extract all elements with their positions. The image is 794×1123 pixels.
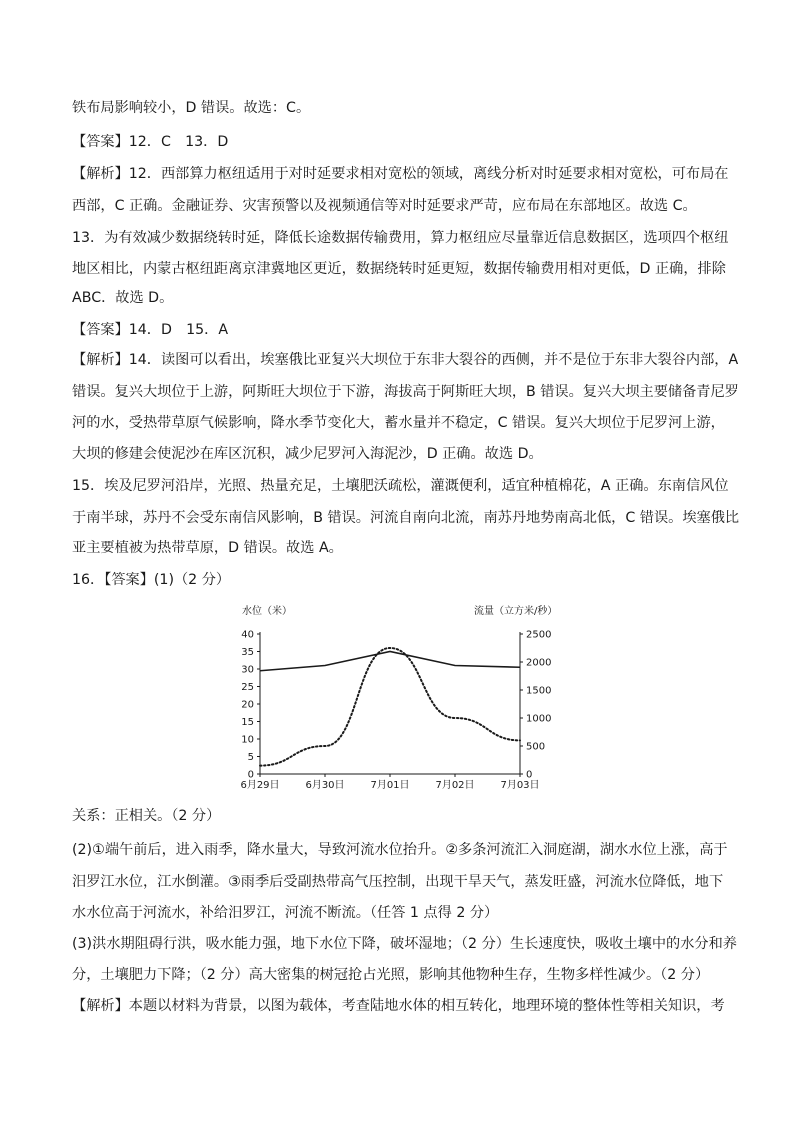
right-tick-label: 2500 (526, 629, 552, 641)
text-line: 【解析】14．读图可以看出，埃塞俄比亚复兴大坝位于东非大裂谷的西侧，并不是位于东非大裂谷内部，A (72, 352, 739, 368)
x-tick-label: 6月30日 (305, 780, 345, 791)
text-line: 【解析】本题以材料为背景，以图为载体，考查陆地水体的相互转化，地理环境的整体性等相关知识，考 (72, 998, 725, 1014)
left-tick-label: 35 (241, 647, 254, 658)
water-level-flow-chart (226, 600, 566, 800)
right-tick-label: 500 (526, 741, 546, 753)
text-line: 西部，C 正确。金融证券、灾害预警以及视频通信等对时延要求严苛，应布局在东部地区。故选 C。 (72, 198, 697, 214)
text-line: 于南半球，苏丹不会受东南信风影响，B 错误。河流自南向北流，南苏丹地势南高北低，C 错误。埃塞俄比 (72, 510, 740, 526)
text-line: 水水位高于河流水，补给汨罗江，河流不断流。（任答 1 点得 2 分） (72, 905, 499, 921)
right-tick-label: 2000 (526, 657, 552, 669)
text-line: 地区相比，内蒙古枢纽距离京津冀地区更近，数据绕转时延更短，数据传输费用相对更低，D 正确，排除 (72, 261, 726, 277)
text-line: 【解析】12．西部算力枢纽适用于对时延要求相对宽松的领域，离线分析对时延要求相对宽松，可布局在 (72, 166, 729, 182)
text-line: ABC．故选 D。 (72, 290, 174, 306)
text-line: 亚主要植被为热带草原，D 错误。故选 A。 (72, 540, 343, 556)
left-tick-label: 15 (241, 717, 254, 728)
text-line: 河的水，受热带草原气候影响，降水季节变化大，蓄水量并不稳定，C 错误。复兴大坝位于尼罗河上游， (72, 415, 725, 431)
answer-12-13: 【答案】12．C 13．D (72, 134, 229, 150)
text-line: 铁布局影响较小，D 错误。故选：C。 (72, 100, 311, 116)
x-tick-label: 6月29日 (240, 780, 280, 791)
left-tick-label: 40 (241, 629, 254, 641)
left-tick-label: 20 (241, 699, 254, 711)
text-line: 13．为有效减少数据绕转时延，降低长途数据传输费用，算力枢纽应尽量靠近信息数据区，选项四个枢纽 (72, 230, 729, 246)
left-tick-label: 10 (241, 734, 254, 746)
text-line: (3)洪水期阻碍行洪，吸水能力强，地下水位下降，破坏湿地；（2 分）生长速度快，吸收土壤中的水分和养 (72, 936, 737, 952)
right-tick-label: 0 (526, 769, 533, 781)
answer-16: 16．【答案】(1)（2 分） (72, 572, 231, 588)
left-tick-label: 25 (241, 682, 254, 693)
text-line: 大坝的修建会使泥沙在库区沉积，减少尼罗河入海泥沙，D 正确。故选 D。 (72, 446, 543, 462)
right-tick-label: 1000 (526, 713, 552, 725)
x-tick-label: 7月02日 (435, 780, 475, 791)
text-line: 汨罗江水位，江水倒灌。③雨季后受副热带高气压控制，出现干旱天气，蒸发旺盛，河流水位降低，地下 (72, 874, 724, 890)
right-tick-label: 1500 (526, 685, 552, 697)
text-line: 15．埃及尼罗河沿岸，光照、热量充足，土壤肥沃疏松，灌溉便利，适宜种植棉花，A 正确。东南信风位 (72, 478, 729, 494)
x-tick-label: 7月03日 (500, 780, 540, 791)
water-level-series-line (260, 652, 520, 671)
left-tick-label: 5 (247, 752, 254, 763)
right-axis-label: 流量（立方米/秒） (474, 606, 558, 617)
relation-line: 关系：正相关。（2 分） (72, 808, 221, 824)
answer-14-15: 【答案】14．D 15．A (72, 322, 229, 338)
text-line: 分，土壤肥力下降；（2 分）高大密集的树冠抢占光照，影响其他物种生存，生物多样性减少。（2 分） (72, 967, 710, 983)
left-tick-label: 0 (247, 769, 254, 781)
text-line: (2)①端午前后，进入雨季，降水量大，导致河流水位抬升。②多条河流汇入洞庭湖，湖水水位上涨，高于 (72, 842, 728, 858)
left-tick-label: 30 (241, 664, 254, 676)
text-line: 错误。复兴大坝位于上游，阿斯旺大坝位于下游，海拔高于阿斯旺大坝，B 错误。复兴大坝主要储备青尼罗 (72, 384, 739, 400)
x-tick-label: 7月01日 (370, 780, 410, 791)
left-axis-label: 水位（米） (242, 606, 292, 617)
